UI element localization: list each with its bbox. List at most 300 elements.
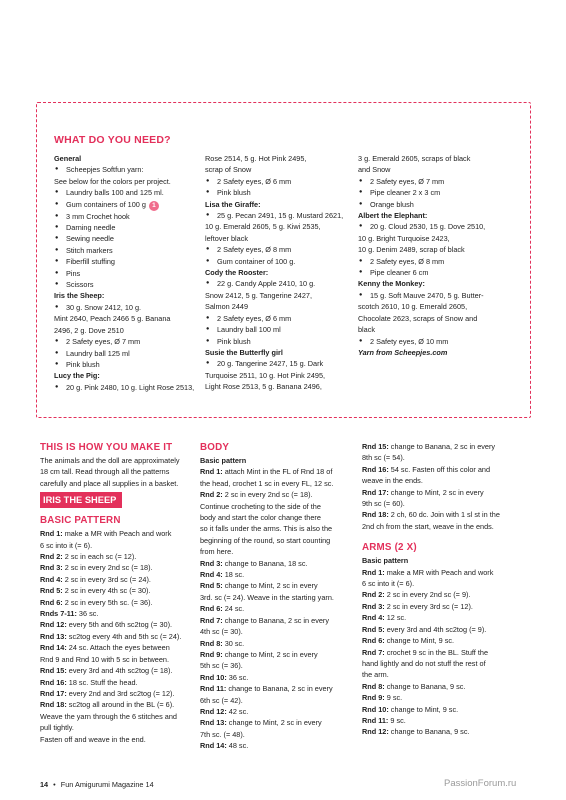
material-item-text: Rose 2514, 5 g. Hot Pink 2495, bbox=[205, 154, 307, 163]
round-text: 36 sc. bbox=[226, 672, 249, 682]
section-heading: BODY bbox=[200, 442, 230, 453]
material-item-text: and Snow bbox=[358, 165, 391, 175]
materials-column-2 bbox=[205, 153, 365, 393]
material-item-text: 2 Safety eyes, Ø 6 mm bbox=[217, 313, 292, 323]
round-instruction bbox=[362, 441, 532, 452]
body-text: Weave the yarn through the 6 stitches and bbox=[40, 711, 177, 721]
material-item-text: Pink blush bbox=[217, 188, 251, 198]
section-heading: ARMS (2 X) bbox=[362, 542, 417, 554]
material-item-text: Darning needle bbox=[66, 223, 116, 233]
round-label: Rnd 8: bbox=[362, 681, 385, 691]
material-item-continued bbox=[358, 244, 523, 255]
round-label: Rnd 2: bbox=[40, 552, 63, 562]
body-text: from here. bbox=[200, 547, 234, 557]
round-text: 30 sc. bbox=[222, 638, 245, 648]
body-text: hand lightly and do not stuff the rest of bbox=[362, 658, 486, 668]
material-item-continued bbox=[358, 164, 523, 175]
round-text: change to Mint, 2 sc in every bbox=[222, 649, 318, 659]
round-instruction bbox=[40, 619, 198, 630]
round-instruction bbox=[200, 672, 360, 683]
material-item bbox=[54, 245, 214, 256]
material-heading: Kenny the Monkey: bbox=[358, 279, 425, 289]
pattern-title-banner: IRIS THE SHEEP bbox=[40, 492, 122, 508]
body-text: 9th sc (= 60). bbox=[362, 499, 405, 509]
material-item bbox=[54, 302, 214, 313]
body-text: pull tightly. bbox=[40, 723, 74, 733]
round-text: 2 sc in every 5th sc. (= 36). bbox=[62, 597, 153, 607]
material-item bbox=[54, 164, 214, 175]
material-item-text: Laundry ball 100 ml bbox=[217, 325, 281, 335]
material-item bbox=[54, 359, 214, 370]
round-instruction bbox=[362, 601, 532, 612]
subheading: Basic pattern bbox=[200, 456, 247, 465]
material-item-text: 25 g. Pecan 2491, 15 g. Mustard 2621, bbox=[217, 211, 344, 221]
page-number: 14 bbox=[40, 780, 49, 789]
round-instruction bbox=[200, 466, 360, 477]
material-item bbox=[358, 256, 523, 267]
round-instruction bbox=[362, 624, 532, 635]
yarn-credit: Yarn from Scheepjes.com bbox=[358, 347, 448, 357]
material-item-continued bbox=[54, 176, 214, 187]
body-text: 4th sc (= 30). bbox=[200, 627, 243, 637]
round-label: Rnd 7: bbox=[200, 615, 223, 625]
round-text: 24 sc. Attach the eyes between bbox=[66, 643, 170, 653]
instructions-column-left bbox=[40, 441, 198, 745]
subheading: Basic pattern bbox=[362, 556, 409, 566]
round-label: Rnd 18: bbox=[40, 700, 67, 710]
material-item-text: 20 g. Pink 2480, 10 g. Light Rose 2513, bbox=[66, 382, 195, 392]
round-label: Rnd 13: bbox=[40, 631, 67, 641]
round-label: Rnd 3: bbox=[200, 558, 223, 568]
materials-column-3 bbox=[358, 153, 523, 358]
material-item-text: 20 g. Cloud 2530, 15 g. Dove 2510, bbox=[370, 222, 486, 232]
materials-column-1 bbox=[54, 153, 214, 393]
round-label: Rnd 11: bbox=[200, 684, 227, 694]
material-item bbox=[54, 268, 214, 279]
round-instruction bbox=[200, 706, 360, 717]
material-item-continued bbox=[54, 325, 214, 336]
material-item-text: Pipe cleaner 2 x 3 cm bbox=[370, 188, 441, 198]
round-label: Rnd 5: bbox=[362, 624, 385, 634]
material-item-continued bbox=[358, 324, 523, 335]
round-instruction bbox=[200, 569, 360, 580]
material-item-text: scotch 2610, 10 g. Emerald 2605, bbox=[358, 302, 468, 312]
material-list bbox=[205, 153, 365, 199]
material-item-text: 3 g. Emerald 2605, scraps of black bbox=[358, 154, 471, 163]
round-label: Rnd 16: bbox=[362, 464, 389, 474]
body-text: so it falls under the arms. This is also the bbox=[200, 524, 333, 534]
round-label: Rnd 2: bbox=[362, 590, 385, 600]
material-item bbox=[54, 211, 214, 222]
material-item-continued bbox=[205, 290, 365, 301]
material-item bbox=[205, 336, 365, 347]
instructions-column-right bbox=[362, 441, 532, 738]
round-text: change to Mint, 2 sc in every bbox=[226, 718, 322, 728]
material-item-continued bbox=[54, 313, 214, 324]
round-text: 42 sc. bbox=[226, 706, 249, 716]
material-item-text: Gum container of 100 g. bbox=[217, 256, 296, 266]
material-item-continued bbox=[358, 233, 523, 244]
round-instruction bbox=[362, 647, 532, 658]
material-item-text: leftover black bbox=[205, 233, 248, 243]
material-item-text: 30 g. Snow 2412, 10 g. bbox=[66, 302, 142, 312]
material-item-text: scrap of Snow bbox=[205, 165, 252, 175]
material-item-text: 10 g. Bright Turquoise 2423, bbox=[358, 233, 450, 243]
round-text: every 2nd and 3rd sc2tog (= 12). bbox=[66, 688, 175, 698]
round-label: Rnd 16: bbox=[40, 677, 67, 687]
magazine-name: Fun Amigurumi Magazine 14 bbox=[60, 780, 154, 789]
round-text: change to Mint, 9 sc. bbox=[388, 704, 459, 714]
round-instruction bbox=[362, 704, 532, 715]
material-heading: Cody the Rooster: bbox=[205, 268, 269, 278]
material-item bbox=[205, 256, 365, 267]
round-instruction bbox=[362, 487, 532, 498]
round-text: every 3rd and 4th sc2tog (= 18). bbox=[66, 666, 173, 676]
round-text: change to Banana, 9 sc. bbox=[384, 681, 466, 691]
round-label: Rnd 9: bbox=[200, 649, 223, 659]
body-text: 6 sc into it (= 6). bbox=[362, 579, 415, 589]
round-text: sc2tog all around in the BL (= 6). bbox=[66, 700, 175, 710]
round-text: 2 sc in every 4th sc (= 30). bbox=[62, 586, 151, 596]
material-item-text: 2 Safety eyes, Ø 8 mm bbox=[217, 245, 292, 255]
material-item-text: 2496, 2 g. Dove 2510 bbox=[54, 325, 124, 335]
round-instruction bbox=[200, 717, 360, 728]
material-item-continued bbox=[205, 153, 365, 164]
material-heading: General bbox=[54, 154, 82, 163]
body-text: Fasten off and weave in the end. bbox=[40, 734, 146, 744]
material-list bbox=[54, 164, 214, 290]
round-instruction bbox=[40, 631, 198, 642]
round-instruction bbox=[200, 558, 360, 569]
round-instruction bbox=[362, 681, 532, 692]
material-item bbox=[54, 279, 214, 290]
round-label: Rnd 10: bbox=[362, 704, 389, 714]
callout-badge: 1 bbox=[149, 201, 159, 211]
round-text: 12 sc. bbox=[384, 613, 407, 623]
material-item-continued bbox=[205, 164, 365, 175]
round-label: Rnd 6: bbox=[40, 597, 63, 607]
material-item bbox=[54, 256, 214, 267]
round-text: every 5th and 6th sc2tog (= 30). bbox=[66, 620, 173, 630]
round-text: 18 sc. Stuff the head. bbox=[66, 677, 138, 687]
round-instruction bbox=[40, 665, 198, 676]
material-heading: Lisa the Giraffe: bbox=[205, 199, 261, 209]
round-instruction bbox=[362, 589, 532, 600]
round-text: 36 sc. bbox=[76, 609, 99, 619]
round-text: 18 sc. bbox=[222, 570, 245, 580]
body-text: 2nd ch from the start, weave in the ends. bbox=[362, 521, 494, 531]
material-heading: Lucy the Pig: bbox=[54, 371, 100, 381]
material-item-text: Laundry balls 100 and 125 ml. bbox=[66, 188, 164, 198]
material-heading: Albert the Elephant: bbox=[358, 211, 428, 221]
round-label: Rnd 4: bbox=[362, 613, 385, 623]
material-item-text: 2 Safety eyes, Ø 6 mm bbox=[217, 176, 292, 186]
round-text: change to Mint, 9 sc. bbox=[384, 636, 455, 646]
round-instruction bbox=[40, 642, 198, 653]
round-instruction bbox=[200, 615, 360, 626]
body-text: 6 sc into it (= 6). bbox=[40, 540, 93, 550]
material-item-text: 20 g. Tangerine 2427, 15 g. Dark bbox=[217, 359, 324, 369]
body-text: The animals and the doll are approximately bbox=[40, 456, 180, 465]
round-text: 2 sc in each sc (= 12). bbox=[62, 552, 137, 562]
material-item-text: Fiberfill stuffing bbox=[66, 257, 115, 267]
round-instruction bbox=[40, 574, 198, 585]
round-instruction bbox=[40, 585, 198, 596]
material-item-text: Pink blush bbox=[217, 336, 251, 346]
body-text: 6th sc (= 42). bbox=[200, 695, 243, 705]
material-item bbox=[54, 382, 214, 393]
round-text: change to Mint, 2 sc in every bbox=[388, 487, 484, 497]
round-label: Rnd 5: bbox=[200, 581, 223, 591]
round-text: 2 sc in every 3rd sc (= 12). bbox=[384, 601, 473, 611]
body-text: Rnd 9 and Rnd 10 with 5 sc in between. bbox=[40, 654, 169, 664]
material-item-text: Pink blush bbox=[66, 359, 100, 369]
material-item bbox=[358, 187, 523, 198]
material-item-text: Salmon 2449 bbox=[205, 302, 249, 312]
round-text: 2 sc in every 3rd sc (= 24). bbox=[62, 574, 151, 584]
material-item-text: Light Rose 2513, 5 g. Banana 2496, bbox=[205, 382, 322, 392]
round-instruction bbox=[40, 597, 198, 608]
material-item bbox=[205, 324, 365, 335]
material-list bbox=[358, 290, 523, 347]
round-text: 9 sc. bbox=[384, 693, 403, 703]
round-text: 2 sc in every 2nd sc (= 9). bbox=[384, 590, 471, 600]
material-item-text: Laundry ball 125 ml bbox=[66, 348, 130, 358]
round-label: Rnd 18: bbox=[362, 510, 389, 520]
round-text: make a MR with Peach and work bbox=[384, 567, 494, 577]
material-item bbox=[205, 210, 365, 221]
round-label: Rnd 4: bbox=[40, 574, 63, 584]
body-text: weave in the ends. bbox=[362, 476, 423, 486]
round-label: Rnd 15: bbox=[40, 666, 67, 676]
round-text: 2 sc in every 2nd sc (= 18). bbox=[62, 563, 153, 573]
material-item-text: 15 g. Soft Mauve 2470, 5 g. Butter- bbox=[370, 290, 484, 300]
material-list bbox=[54, 382, 214, 393]
material-item-text: Scissors bbox=[66, 280, 94, 290]
material-item-text: black bbox=[358, 325, 376, 335]
round-instruction bbox=[362, 692, 532, 703]
round-instruction bbox=[362, 509, 532, 520]
material-item bbox=[358, 176, 523, 187]
body-text: Continue crocheting to the side of the bbox=[200, 501, 321, 511]
body-text: 18 cm tall. Read through all the patterns bbox=[40, 467, 170, 477]
material-item-text: 2 Safety eyes, Ø 8 mm bbox=[370, 256, 445, 266]
round-text: 54 sc. Fasten off this color and bbox=[388, 464, 491, 474]
round-label: Rnd 10: bbox=[200, 672, 227, 682]
round-instruction bbox=[40, 608, 198, 619]
round-text: 2 ch, 60 dc. Join with 1 sl st in the bbox=[388, 510, 500, 520]
material-item-text: 2 Safety eyes, Ø 10 mm bbox=[370, 336, 449, 346]
round-instruction bbox=[200, 580, 360, 591]
round-label: Rnd 1: bbox=[200, 467, 223, 477]
round-instruction bbox=[200, 489, 360, 500]
round-instruction bbox=[362, 726, 532, 737]
material-item bbox=[358, 199, 523, 210]
round-instruction bbox=[200, 638, 360, 649]
body-text: body and start the color change there bbox=[200, 513, 321, 523]
round-label: Rnd 13: bbox=[200, 718, 227, 728]
round-label: Rnd 11: bbox=[362, 715, 389, 725]
round-instruction bbox=[40, 551, 198, 562]
material-item bbox=[205, 278, 365, 289]
body-text: 5th sc (= 36). bbox=[200, 661, 243, 671]
material-item bbox=[205, 187, 365, 198]
body-text: the head, crochet 1 sc in every FL, 12 sc. bbox=[200, 478, 334, 488]
round-instruction bbox=[362, 715, 532, 726]
round-text: change to Banana, 2 sc in every bbox=[222, 615, 329, 625]
round-instruction bbox=[200, 683, 360, 694]
round-label: Rnd 4: bbox=[200, 570, 223, 580]
round-text: 24 sc. bbox=[222, 604, 245, 614]
round-label: Rnd 12: bbox=[362, 727, 389, 737]
round-label: Rnd 3: bbox=[362, 601, 385, 611]
round-text: change to Banana, 2 sc in every bbox=[226, 684, 333, 694]
material-list bbox=[54, 302, 214, 370]
material-item bbox=[358, 336, 523, 347]
material-list bbox=[205, 210, 365, 267]
round-instruction bbox=[362, 567, 532, 578]
watermark: PassionForum.ru bbox=[444, 778, 517, 789]
body-text: 3rd. sc (= 24). Weave in the starting yarn. bbox=[200, 592, 334, 602]
round-label: Rnd 12: bbox=[40, 620, 67, 630]
round-label: Rnd 6: bbox=[200, 604, 223, 614]
body-text: carefully and place all supplies in a basket. bbox=[40, 478, 179, 488]
round-label: Rnd 6: bbox=[362, 636, 385, 646]
material-item bbox=[358, 221, 523, 232]
material-item-text: Snow 2412, 5 g. Tangerine 2427, bbox=[205, 290, 312, 300]
material-item-continued bbox=[358, 153, 523, 164]
round-instruction bbox=[362, 635, 532, 646]
material-item-continued bbox=[205, 301, 365, 312]
material-list bbox=[358, 221, 523, 278]
footer-bullet: • bbox=[53, 780, 56, 789]
round-instruction bbox=[40, 528, 198, 539]
round-text: change to Banana, 18 sc. bbox=[222, 558, 308, 568]
material-item-text: 2 Safety eyes, Ø 7 mm bbox=[370, 176, 445, 186]
material-item bbox=[205, 176, 365, 187]
round-instruction bbox=[40, 562, 198, 573]
material-item-text: 10 g. Emerald 2605, 5 g. Kiwi 2535, bbox=[205, 222, 321, 232]
material-item bbox=[54, 222, 214, 233]
round-text: crochet 9 sc in the BL. Stuff the bbox=[384, 647, 488, 657]
material-item-continued bbox=[358, 313, 523, 324]
material-item-text: Sewing needle bbox=[66, 234, 114, 244]
material-item-text: 2 Safety eyes, Ø 7 mm bbox=[66, 337, 141, 347]
round-label: Rnd 8: bbox=[200, 638, 223, 648]
round-label: Rnd 12: bbox=[200, 706, 227, 716]
material-list bbox=[205, 358, 365, 392]
round-instruction bbox=[40, 677, 198, 688]
material-list bbox=[205, 278, 365, 346]
material-item-text: 3 mm Crochet hook bbox=[66, 211, 130, 221]
round-label: Rnd 14: bbox=[40, 643, 67, 653]
round-instruction bbox=[200, 740, 360, 751]
material-item bbox=[54, 348, 214, 359]
material-item bbox=[54, 187, 214, 198]
round-text: change to Banana, 9 sc. bbox=[388, 727, 470, 737]
instructions-column-middle bbox=[200, 441, 360, 752]
round-text: change to Mint, 2 sc in every bbox=[222, 581, 318, 591]
round-label: Rnd 17: bbox=[40, 688, 67, 698]
section-heading: BASIC PATTERN bbox=[40, 515, 121, 527]
material-item-continued bbox=[205, 233, 365, 244]
material-item bbox=[205, 244, 365, 255]
material-list bbox=[358, 153, 523, 210]
material-item bbox=[205, 313, 365, 324]
round-text: every 3rd and 4th sc2tog (= 9). bbox=[384, 624, 487, 634]
body-text: beginning of the round, so start counting bbox=[200, 535, 331, 545]
round-label: Rnd 1: bbox=[40, 529, 63, 539]
round-label: Rnd 17: bbox=[362, 487, 389, 497]
material-item-text: Chocolate 2623, scraps of Snow and bbox=[358, 313, 478, 323]
round-text: 9 sc. bbox=[388, 715, 406, 725]
material-item bbox=[54, 336, 214, 347]
material-item-continued bbox=[205, 381, 365, 392]
round-label: Rnd 1: bbox=[362, 567, 385, 577]
round-text: make a MR with Peach and work bbox=[62, 529, 172, 539]
round-text: 48 sc. bbox=[226, 741, 249, 751]
material-item bbox=[54, 199, 214, 211]
material-item bbox=[358, 267, 523, 278]
round-label: Rnd 2: bbox=[200, 490, 223, 500]
round-label: Rnd 15: bbox=[362, 442, 389, 451]
material-item-text: See below for the colors per project. bbox=[54, 176, 171, 186]
material-item bbox=[205, 358, 365, 369]
round-label: Rnd 14: bbox=[200, 741, 227, 751]
spacer bbox=[362, 532, 532, 541]
round-label: Rnd 7: bbox=[362, 647, 385, 657]
material-heading: Susie the Butterfly girl bbox=[205, 347, 283, 357]
round-instruction bbox=[362, 612, 532, 623]
round-text: attach Mint in the FL of Rnd 18 of bbox=[222, 467, 333, 477]
material-item-text: Pipe cleaner 6 cm bbox=[370, 268, 429, 278]
material-item-text: 22 g. Candy Apple 2410, 10 g. bbox=[217, 279, 316, 289]
round-instruction bbox=[40, 688, 198, 699]
round-instruction bbox=[200, 603, 360, 614]
material-item-continued bbox=[358, 301, 523, 312]
round-label: Rnd 9: bbox=[362, 693, 385, 703]
material-item-text: Gum containers of 100 g bbox=[66, 199, 146, 209]
material-item-text: Pins bbox=[66, 268, 81, 278]
round-instruction bbox=[200, 649, 360, 660]
material-item-text: Mint 2640, Peach 2466 5 g. Banana bbox=[54, 314, 171, 324]
round-label: Rnd 3: bbox=[40, 563, 63, 573]
round-text: sc2tog every 4th and 5th sc (= 24). bbox=[66, 631, 182, 641]
section-heading: THIS IS HOW YOU MAKE IT bbox=[40, 442, 173, 453]
round-label: Rnds 7-11: bbox=[40, 609, 77, 619]
body-text: the arm. bbox=[362, 670, 389, 680]
material-item bbox=[358, 290, 523, 301]
material-item bbox=[54, 233, 214, 244]
material-item-text: Turquoise 2511, 10 g. Hot Pink 2495, bbox=[205, 370, 326, 380]
material-heading: Iris the Sheep: bbox=[54, 291, 105, 301]
body-text: 7th sc. (= 48). bbox=[200, 729, 245, 739]
round-text: 2 sc in every 2nd sc (= 18). bbox=[222, 490, 313, 500]
round-text: change to Banana, 2 sc in every bbox=[388, 442, 496, 451]
round-instruction bbox=[40, 699, 198, 710]
round-label: Rnd 5: bbox=[40, 586, 63, 596]
material-item-continued bbox=[205, 370, 365, 381]
material-item-text: 10 g. Denim 2489, scrap of black bbox=[358, 245, 465, 255]
material-item-text: Scheepjes Softfun yarn: bbox=[66, 165, 144, 175]
round-instruction bbox=[362, 464, 532, 475]
body-text: 8th sc (= 54). bbox=[362, 453, 405, 463]
material-item-text: Orange blush bbox=[370, 199, 414, 209]
materials-title: WHAT DO YOU NEED? bbox=[54, 134, 171, 146]
page-footer bbox=[40, 780, 154, 789]
material-item-continued bbox=[205, 221, 365, 232]
material-item-text: Stitch markers bbox=[66, 245, 113, 255]
